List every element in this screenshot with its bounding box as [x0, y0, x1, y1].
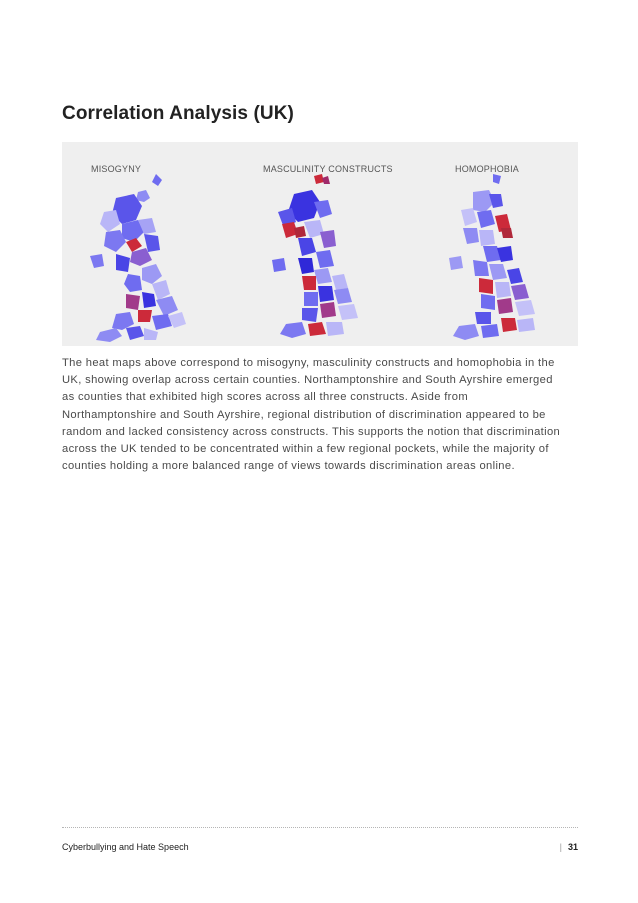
map-label-masculinity-constructs: MASCULINITY CONSTRUCTS	[263, 164, 393, 174]
map-label-homophobia: HOMOPHOBIA	[455, 164, 520, 174]
page-title: Correlation Analysis (UK)	[62, 103, 294, 124]
footer-page-number-group	[560, 842, 578, 852]
footer-document-title: Cyberbullying and Hate Speech	[62, 842, 189, 852]
footer-divider	[62, 827, 578, 828]
footer-separator: |	[559, 842, 562, 852]
uk-map-homophobia	[439, 172, 569, 344]
uk-map-misogyny	[86, 172, 216, 344]
uk-map-masculinity-constructs	[264, 172, 394, 344]
map-label-misogyny: MISOGYNY	[91, 164, 142, 174]
page-number: 31	[567, 842, 578, 852]
body-paragraph: The heat maps above correspond to misogyny, masculinity constructs and homophobia in the UK, showing overlap across certain counties. Northamptonshire and South Ayrshire emerged as counties that exhibited high scores across all three constructs. Aside from Northamptonshire and South Ayrshire, regional distribution of discrimination appeared to be random and lacked consistency across constructs. This supports the notion that discrimination across the UK tended to be concentrated within a few regional pockets, while the majority of counties holding a more balanced range of views towards discrimination areas online.	[62, 357, 561, 473]
heat-map-figure	[62, 142, 578, 346]
